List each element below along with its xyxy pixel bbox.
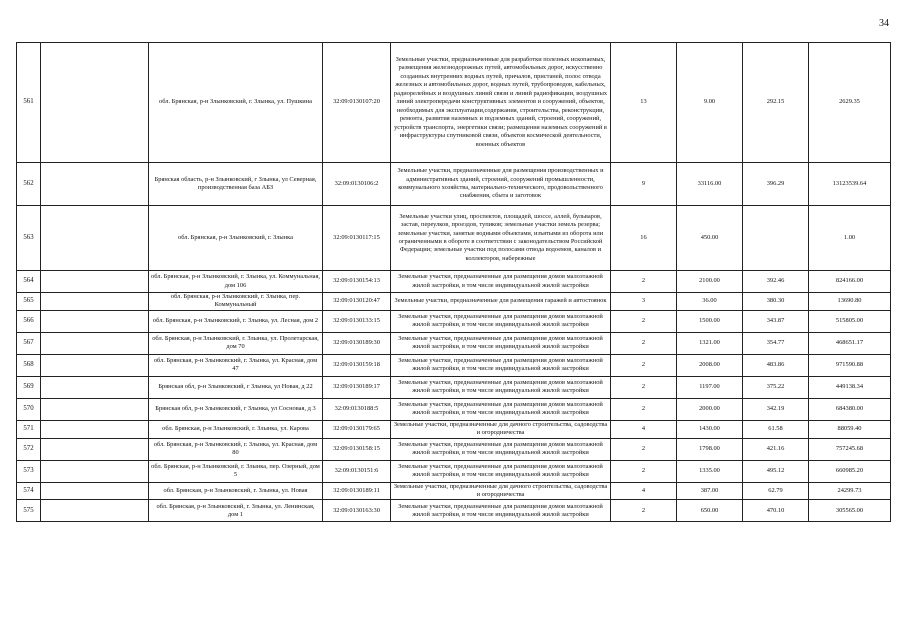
area-cell: 2000.00 [677,398,743,420]
cadastral-value-cell: 971590.88 [809,354,891,376]
specific-value-cell: 62.79 [743,482,809,500]
cadastral-value-cell: 468651.17 [809,332,891,354]
address-cell: Брянская область, р-н Злынковский, г Злынка, ул Северная, производственная база АБЗ [149,163,323,206]
cadastral-value-cell: 757245.68 [809,438,891,460]
address-cell: обл. Брянская, р-н Злынковский, г. Злынка, пер. Озерный, дом 5 [149,460,323,482]
cadastral-value-cell: 305565.00 [809,500,891,522]
cadastral-number-cell: 32:09:0130154:13 [323,271,391,293]
row-number-cell: 574 [17,482,41,500]
row-number-cell: 565 [17,293,41,311]
area-cell: 9.00 [677,43,743,163]
blank-cell [41,206,149,271]
blank-cell [41,271,149,293]
land-use-cell: Земельные участки, предназначенные для размещения домов малоэтажной жилой застройки, в том числе индивидуальной жилой застройки [391,460,611,482]
blank-cell [41,500,149,522]
specific-value-cell: 342.19 [743,398,809,420]
land-use-cell: Земельные участки, предназначенные для размещения домов малоэтажной жилой застройки, в том числе индивидуальной жилой застройки [391,310,611,332]
land-use-group-cell: 2 [611,354,677,376]
cadastral-value-cell: 660985.20 [809,460,891,482]
row-number-cell: 569 [17,376,41,398]
blank-cell [41,163,149,206]
blank-cell [41,354,149,376]
address-cell: обл. Брянская, р-н Злынковский, г. Злынка, ул. Карова [149,420,323,438]
land-use-cell: Земельные участки, предназначенные для размещения домов малоэтажной жилой застройки, в том числе индивидуальной жилой застройки [391,332,611,354]
area-cell: 650.00 [677,500,743,522]
table-row [17,354,891,376]
blank-cell [41,376,149,398]
address-cell: Брянская обл, р-н Злынковский, г Злынка, ул Сосновая, д 3 [149,398,323,420]
land-use-group-cell: 4 [611,420,677,438]
blank-cell [41,420,149,438]
table-row [17,420,891,438]
row-number-cell: 564 [17,271,41,293]
land-use-group-cell: 2 [611,271,677,293]
specific-value-cell: 421.16 [743,438,809,460]
cadastral-value-cell: 13690.80 [809,293,891,311]
cadastral-value-cell: 824166.00 [809,271,891,293]
cadastral-number-cell: 32:09:0130106:2 [323,163,391,206]
address-cell: обл. Брянская, р-н Злынковский, г. Злынка, ул. Пушкина [149,43,323,163]
address-cell: обл. Брянская, р-н Злынковский, г. Злынка, пер. Коммунальный [149,293,323,311]
cadastral-number-cell: 32:09:0130188:5 [323,398,391,420]
address-cell: обл. Брянская, р-н Злынковский, г. Злынка, ул. Красная, дом 47 [149,354,323,376]
table-row [17,163,891,206]
cadastral-value-cell: 515805.00 [809,310,891,332]
area-cell: 2100.00 [677,271,743,293]
table-row [17,206,891,271]
cadastral-number-cell: 32:09:0130189:11 [323,482,391,500]
land-use-group-cell: 2 [611,332,677,354]
table-row [17,460,891,482]
land-use-group-cell: 2 [611,376,677,398]
land-use-cell: Земельные участки, предназначенные для размещения домов малоэтажной жилой застройки, в том числе индивидуальной жилой застройки [391,376,611,398]
land-use-cell: Земельные участки, предназначенные для размещения производственных и административных зданий, строений, сооружений промышленности, коммунального хозяйства, материально-технического, продовольственного снабжения, сбыта и заготовок [391,163,611,206]
area-cell: 1321.00 [677,332,743,354]
cadastral-value-table [16,42,891,522]
row-number-cell: 566 [17,310,41,332]
table-row [17,293,891,311]
table-row [17,376,891,398]
land-use-cell: Земельные участки, предназначенные для разработки полезных ископаемых, размещения железнодорожных путей, автомобильных дорог, искусственно созданных внутренних водных путей, причалов, пристаней, полос отвода железных и автомобильных дорог, водных путей, трубопроводов, кабельных, радиорелейных и воздушных линий связи и линий радиофикации, воздушных линий электропередачи конструктивных элементов и сооружений, объектов, необходимых для эксплуатации,содержания, строительства, реконструкции, ремонта, развития наземных и подземных зданий, строений, сооружений, устройств транспорта, энергетики связи; размещения наземных сооружений в инфраструктуры спутниковой связи, объектов космической деятельности, военных объектов [391,43,611,163]
row-number-cell: 572 [17,438,41,460]
land-use-cell: Земельные участки, предназначенные для размещения домов малоэтажной жилой застройки, в том числе индивидуальной жилой застройки [391,500,611,522]
area-cell: 1798.00 [677,438,743,460]
cadastral-number-cell: 32:09:0130120:47 [323,293,391,311]
cadastral-value-cell: 2629.35 [809,43,891,163]
table-row [17,500,891,522]
row-number-cell: 575 [17,500,41,522]
table-row [17,43,891,163]
table-row [17,332,891,354]
address-cell: обл. Брянская, р-н Злынковский, г. Злынка, ул. Лесная, дом 2 [149,310,323,332]
land-use-group-cell: 2 [611,310,677,332]
cadastral-number-cell: 32:09:0130163:30 [323,500,391,522]
area-cell: 1430.00 [677,420,743,438]
land-use-cell: Земельные участки, предназначенные для размещения домов малоэтажной жилой застройки, в том числе индивидуальной жилой застройки [391,271,611,293]
area-cell: 36.00 [677,293,743,311]
table-row [17,438,891,460]
cadastral-number-cell: 32:09:0130189:17 [323,376,391,398]
land-use-group-cell: 2 [611,398,677,420]
area-cell: 33116.00 [677,163,743,206]
specific-value-cell: 343.87 [743,310,809,332]
address-cell: Брянская обл, р-н Злынковский, г Злынка, ул Новая, д 22 [149,376,323,398]
blank-cell [41,482,149,500]
cadastral-number-cell: 32:09:0130189:30 [323,332,391,354]
land-use-cell: Земельные участки, предназначенные для размещения домов малоэтажной жилой застройки, в том числе индивидуальной жилой застройки [391,398,611,420]
blank-cell [41,43,149,163]
row-number-cell: 573 [17,460,41,482]
land-use-cell: Земельные участки, предназначенные для размещения гаражей и автостоянок [391,293,611,311]
cadastral-number-cell: 32:09:0130159:18 [323,354,391,376]
land-use-group-cell: 2 [611,438,677,460]
cadastral-value-cell: 24299.73 [809,482,891,500]
table-row [17,310,891,332]
cadastral-number-cell: 32:09:0130133:15 [323,310,391,332]
land-use-group-cell: 4 [611,482,677,500]
specific-value-cell [743,206,809,271]
land-use-cell: Земельные участки, предназначенные для дачного строительства, садоводства и огородничества [391,482,611,500]
table-row [17,398,891,420]
row-number-cell: 563 [17,206,41,271]
address-cell: обл. Брянская, р-н Злынковский, г. Злынка, ул. Красная, дом 80 [149,438,323,460]
cadastral-number-cell: 32:09:0130117:15 [323,206,391,271]
row-number-cell: 571 [17,420,41,438]
cadastral-value-cell: 88059.40 [809,420,891,438]
address-cell: обл. Брянская, р-н Злынковский, г. Злынка, ул. Коммунальная, дом 106 [149,271,323,293]
address-cell: обл. Брянская, р-н Злынковский, г. Злынка [149,206,323,271]
blank-cell [41,332,149,354]
row-number-cell: 567 [17,332,41,354]
table-body [17,43,891,522]
specific-value-cell: 392.46 [743,271,809,293]
row-number-cell: 561 [17,43,41,163]
cadastral-number-cell: 32:09:0130151:6 [323,460,391,482]
cadastral-value-cell: 1.00 [809,206,891,271]
page-number: 34 [879,18,889,29]
table-row [17,482,891,500]
table-row [17,271,891,293]
specific-value-cell: 354.77 [743,332,809,354]
land-use-group-cell: 9 [611,163,677,206]
specific-value-cell: 375.22 [743,376,809,398]
blank-cell [41,398,149,420]
address-cell: обл. Брянская, р-н Злынковский, г. Злынка, ул. Ленинская, дом 1 [149,500,323,522]
land-use-cell: Земельные участки улиц, проспектов, площадей, шоссе, аллей, бульваров, застав, переулков, проездов, тупиков; земельные участки земель резерва; земельные участки, занятые водными объектами, изъятыми из оборота или ограниченными в обороте в соответствии с законодательством Российской Федерации; земельные участки под полосами отвода водоемов, каналов и коллекторов, набережные [391,206,611,271]
specific-value-cell: 380.30 [743,293,809,311]
cadastral-value-cell: 449138.34 [809,376,891,398]
cadastral-number-cell: 32:09:0130179:65 [323,420,391,438]
land-use-cell: Земельные участки, предназначенные для размещения домов малоэтажной жилой застройки, в том числе индивидуальной жилой застройки [391,354,611,376]
row-number-cell: 562 [17,163,41,206]
area-cell: 2008.00 [677,354,743,376]
address-cell: обл. Брянская, р-н Злынковский, г. Злынка, ул. Новая [149,482,323,500]
land-use-group-cell: 13 [611,43,677,163]
specific-value-cell: 483.86 [743,354,809,376]
specific-value-cell: 470.10 [743,500,809,522]
area-cell: 1335.00 [677,460,743,482]
land-use-group-cell: 16 [611,206,677,271]
specific-value-cell: 61.58 [743,420,809,438]
area-cell: 1197.00 [677,376,743,398]
area-cell: 387.00 [677,482,743,500]
cadastral-value-cell: 13123539.64 [809,163,891,206]
row-number-cell: 568 [17,354,41,376]
land-use-group-cell: 2 [611,460,677,482]
cadastral-value-cell: 684380.00 [809,398,891,420]
area-cell: 1500.00 [677,310,743,332]
land-use-cell: Земельные участки, предназначенные для дачного строительства, садоводства и огородничества [391,420,611,438]
cadastral-number-cell: 32:09:0130107:20 [323,43,391,163]
area-cell: 450.00 [677,206,743,271]
blank-cell [41,310,149,332]
land-use-group-cell: 3 [611,293,677,311]
specific-value-cell: 396.29 [743,163,809,206]
row-number-cell: 570 [17,398,41,420]
blank-cell [41,438,149,460]
blank-cell [41,460,149,482]
cadastral-number-cell: 32:09:0130158:15 [323,438,391,460]
specific-value-cell: 495.12 [743,460,809,482]
land-use-cell: Земельные участки, предназначенные для размещения домов малоэтажной жилой застройки, в том числе индивидуальной жилой застройки [391,438,611,460]
blank-cell [41,293,149,311]
specific-value-cell: 292.15 [743,43,809,163]
address-cell: обл. Брянская, р-н Злынковский, г. Злынка, ул. Пролетарская, дом 70 [149,332,323,354]
land-use-group-cell: 2 [611,500,677,522]
